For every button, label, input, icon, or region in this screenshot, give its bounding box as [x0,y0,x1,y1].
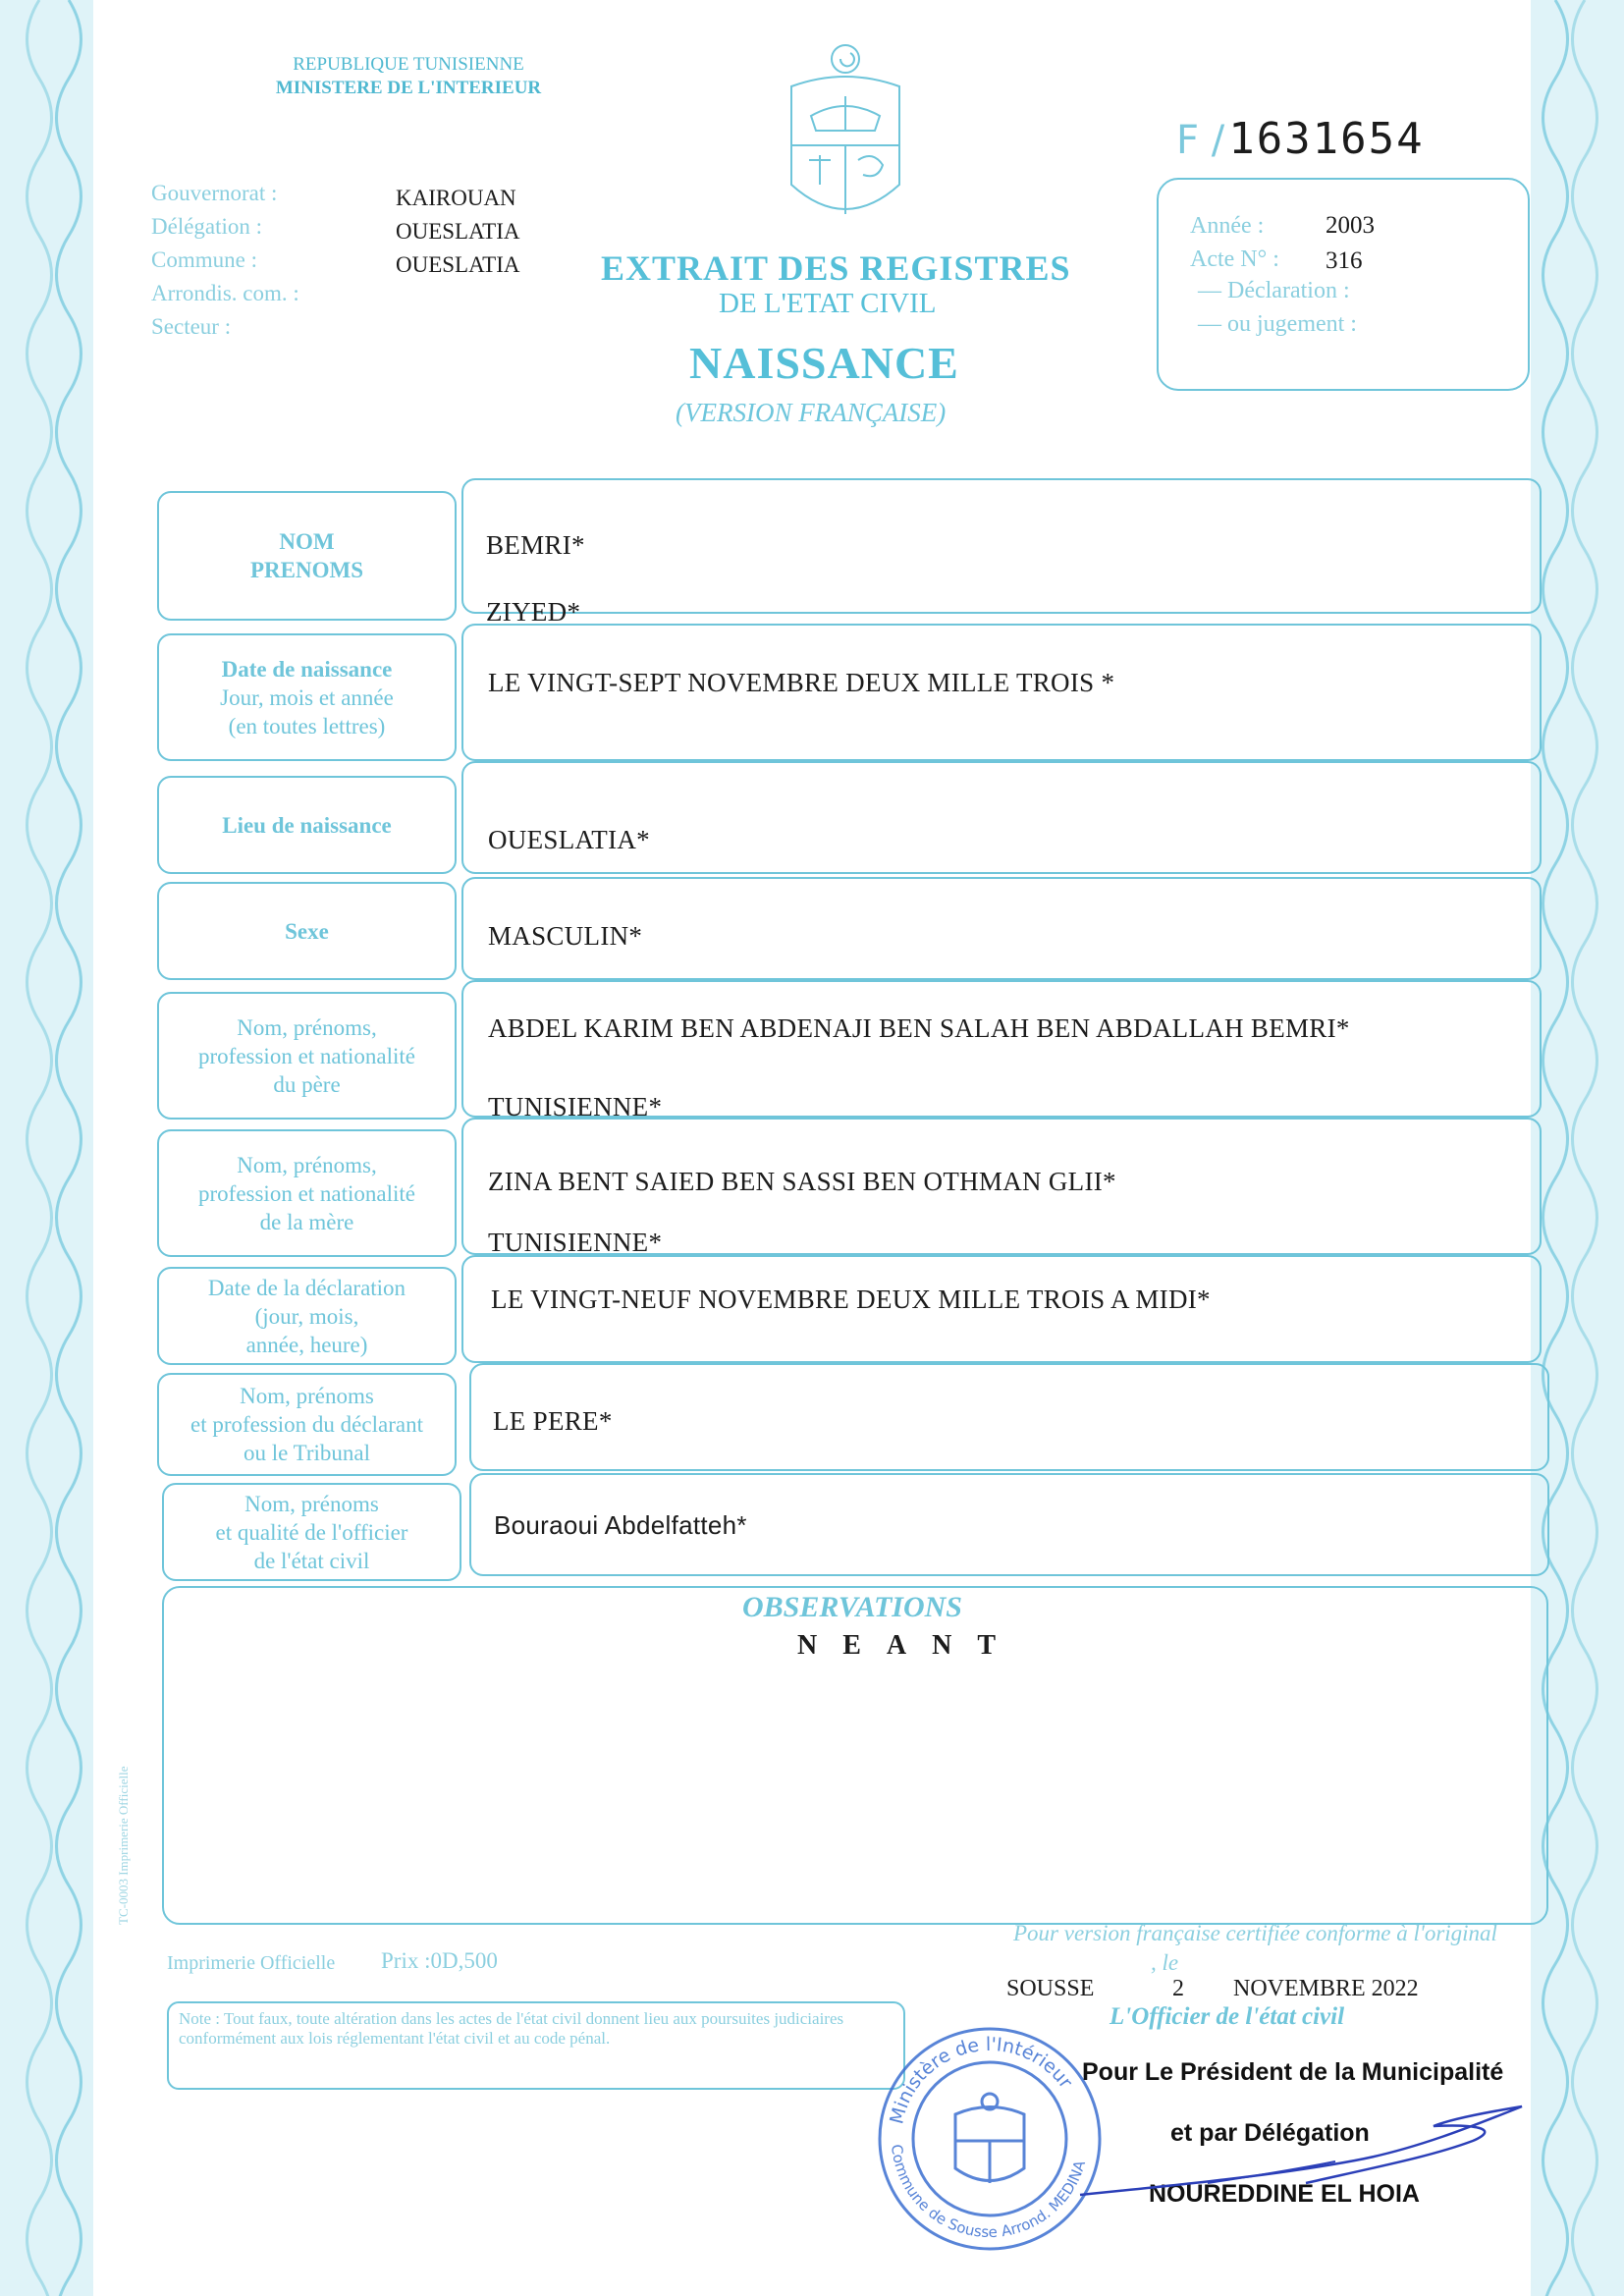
acte-box [1157,178,1530,391]
label-mere [157,1129,457,1257]
admin-values [396,182,520,282]
imprimerie-label: Imprimerie Officielle [167,1952,336,1974]
certification-month-year: NOVEMBRE 2022 [1233,1976,1419,2001]
ministry-header [232,53,585,100]
observations-value: NEANT [797,1630,1022,1661]
label-sexe [157,882,457,980]
observations-title: OBSERVATIONS [742,1591,962,1623]
value-gouvernorat: KAIROUAN [396,186,516,210]
certification-place: SOUSSE [1006,1976,1095,2001]
certification-day: 2 [1172,1976,1184,2001]
officer-label: L'Officier de l'état civil [1110,2003,1345,2030]
serial-prefix: F / [1176,118,1225,163]
legal-note: Note : Tout faux, toute altération dans les actes de l'état civil donnent lieu aux poursuites judiciaires conformément aux lois réglementant l'état civil et au code pénal. [167,2001,905,2090]
value-prenoms: ZIYED* [486,597,581,627]
annee-label: Année : [1190,213,1265,239]
document-subtitle: DE L'ETAT CIVIL [719,288,937,319]
label-pere-line1: Nom, prénoms, [237,1014,377,1040]
document-type: NAISSANCE [689,338,959,388]
label-date-declaration [157,1267,457,1365]
stamp-text-top: Ministère de l'Intérieur [886,2033,1077,2127]
declaration-label: — Déclaration : [1198,278,1350,303]
value-delegation: OUESLATIA [396,219,520,244]
value-mere-name: ZINA BENT SAIED BEN SASSI BEN OTHMAN GLII* [488,1167,1116,1196]
value-date-naissance: LE VINGT-SEPT NOVEMBRE DEUX MILLE TROIS * [488,668,1115,697]
label-mere-line2: profession et nationalité [198,1180,415,1206]
value-mere-nationality: TUNISIENNE* [488,1228,663,1257]
label-date-naissance [157,633,457,761]
label-officier-line2: et qualité de l'officier [215,1519,408,1545]
label-sexe-title: Sexe [285,918,329,944]
label-mere-line3: de la mère [259,1209,354,1234]
document-title: EXTRAIT DES REGISTRES [601,248,1071,288]
serial-block [1176,114,1425,164]
value-box-declarant [469,1363,1549,1471]
label-nom-prenoms [157,491,457,621]
label-pere-line3: du père [273,1071,341,1097]
label-commune: Commune : [151,247,257,272]
value-box-nom [461,478,1542,614]
label-date-naissance-title: Date de naissance [221,656,393,682]
label-secteur: Secteur : [151,314,232,339]
label-date-naissance-sub2: (en toutes lettres) [228,713,386,738]
label-lieu-naissance [157,776,457,874]
signature-line-1: Pour Le Président de la Municipalité [1082,2058,1504,2086]
value-nom: BEMRI* [486,530,585,560]
right-guilloche-border [1531,0,1624,2296]
label-pere-line2: profession et nationalité [198,1043,415,1068]
label-pere [157,992,457,1120]
value-box-lieu [461,761,1542,874]
handwritten-signature-icon [1060,2067,1561,2224]
prix-label: Prix :0D,500 [381,1948,498,1973]
left-guilloche-border [0,0,93,2296]
annee-value: 2003 [1326,212,1375,239]
republic-text: REPUBLIQUE TUNISIENNE [293,54,524,75]
certification-le: , le [1151,1950,1179,1975]
jugement-label: — ou jugement : [1198,311,1357,337]
value-declarant: LE PERE* [493,1406,613,1436]
label-arrondissement: Arrondis. com. : [151,281,299,305]
label-mere-line1: Nom, prénoms, [237,1152,377,1177]
label-officier [162,1483,461,1581]
label-lieu-title: Lieu de naissance [222,812,392,838]
label-delegation: Délégation : [151,214,263,239]
label-officier-line3: de l'état civil [253,1548,370,1573]
certification-text: Pour version française certifiée conforme à l'original [1013,1921,1497,1945]
ministry-text: MINISTERE DE L'INTERIEUR [275,78,542,98]
value-date-declaration: LE VINGT-NEUF NOVEMBRE DEUX MILLE TROIS A MIDI* [491,1285,1211,1314]
acte-number-label: Acte N° : [1190,246,1279,272]
version-label: (VERSION FRANÇAISE) [676,398,947,427]
label-declarant-line3: ou le Tribunal [243,1441,371,1465]
svg-text:Ministère de l'Intérieur [886,2034,1076,2126]
signature-line-3: NOUREDDINE EL HOIA [1149,2180,1420,2208]
value-pere-nationality: TUNISIENNE* [488,1092,663,1121]
printer-code: TC-0003 Imprimerie Officielle [116,1766,131,1925]
serial-number: 1631654 [1228,114,1425,164]
label-declaration-line1: Date de la déclaration [207,1275,406,1300]
label-nom: NOM [279,529,335,554]
label-officier-line1: Nom, prénoms [244,1491,379,1516]
label-declarant [157,1373,457,1476]
admin-labels [151,177,299,344]
value-commune: OUESLATIA [396,252,520,277]
value-officier: Bouraoui Abdelfatteh* [494,1510,747,1540]
label-declarant-line2: et profession du déclarant [190,1412,423,1437]
signature-line-2: et par Délégation [1170,2119,1370,2147]
label-declaration-line2: (jour, mois, [254,1303,359,1329]
label-prenoms: PRENOMS [250,558,363,582]
stamp-text-bottom: Commune de Sousse Arrond. MEDINA [888,2143,1090,2242]
label-date-naissance-sub1: Jour, mois et année [220,684,394,710]
label-gouvernorat: Gouvernorat : [151,181,278,205]
label-declarant-line1: Nom, prénoms [240,1384,374,1408]
coat-of-arms-icon [782,37,909,234]
acte-number-value: 316 [1326,247,1363,274]
value-pere-name: ABDEL KARIM BEN ABDENAJI BEN SALAH BEN ABDALLAH BEMRI* [488,1013,1350,1043]
label-declaration-line3: année, heure) [245,1332,368,1357]
value-sexe: MASCULIN* [488,921,643,951]
value-lieu: OUESLATIA* [488,825,650,854]
